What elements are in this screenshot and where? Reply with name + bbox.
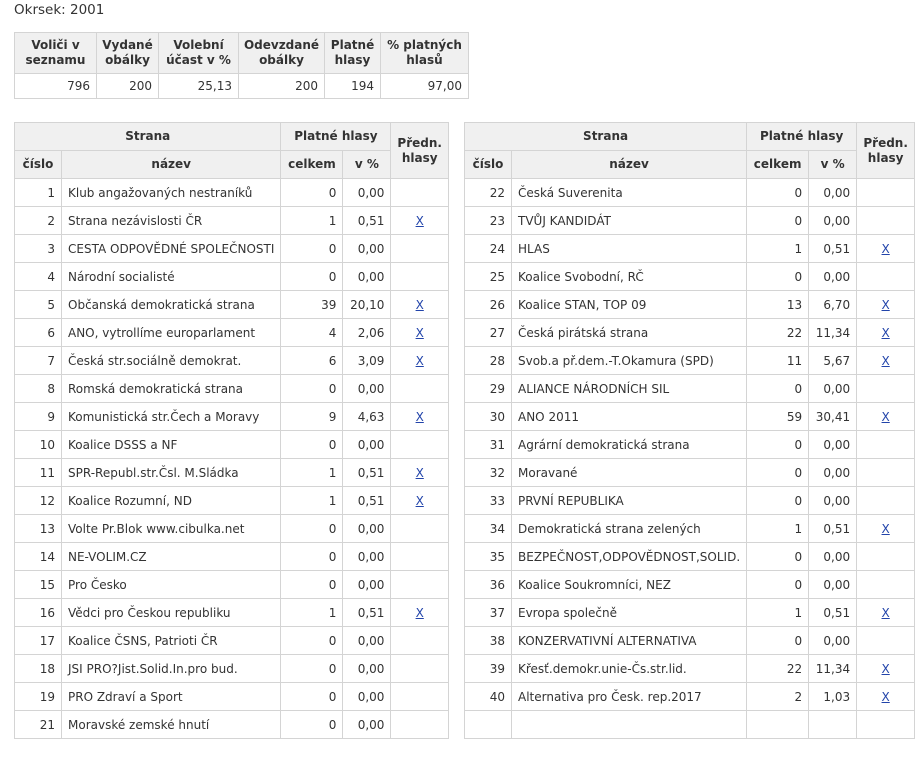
preferential-votes-cell — [391, 487, 449, 515]
table-row — [15, 291, 449, 319]
party-name: PRO Zdraví a Sport — [62, 683, 281, 711]
table-row — [15, 683, 449, 711]
party-votes-total: 13 — [747, 291, 809, 319]
preferential-votes-cell — [391, 375, 449, 403]
table-row — [465, 683, 915, 711]
party-votes-total: 0 — [281, 235, 343, 263]
table-row — [465, 319, 915, 347]
party-votes-total: 22 — [747, 655, 809, 683]
party-number: 40 — [465, 683, 512, 711]
table-row — [465, 179, 915, 207]
preferential-votes-cell — [857, 683, 915, 711]
summary-row — [15, 74, 469, 99]
party-votes-total: 1 — [747, 599, 809, 627]
value-vydane-obalky: 200 — [97, 74, 159, 99]
party-number: 22 — [465, 179, 512, 207]
preferential-votes-link[interactable]: X — [415, 213, 424, 228]
table-row — [465, 235, 915, 263]
party-name: Alternativa pro Česk. rep.2017 — [512, 683, 747, 711]
header-strana: Strana — [465, 123, 747, 151]
header-strana: Strana — [15, 123, 281, 151]
party-votes-percent: 0,00 — [343, 711, 391, 739]
preferential-votes-cell — [857, 599, 915, 627]
header-procent-platnych: % platných hlasů — [381, 33, 469, 74]
party-votes-percent: 0,51 — [809, 235, 857, 263]
party-votes-total: 0 — [747, 487, 809, 515]
header-cislo: číslo — [15, 151, 62, 179]
party-number: 3 — [15, 235, 62, 263]
party-votes-total: 6 — [281, 347, 343, 375]
table-row — [15, 711, 449, 739]
party-name: Komunistická str.Čech a Moravy — [62, 403, 281, 431]
preferential-votes-link[interactable]: X — [415, 493, 424, 508]
party-votes-percent: 0,51 — [809, 599, 857, 627]
party-number: 2 — [15, 207, 62, 235]
preferential-votes-cell — [391, 235, 449, 263]
preferential-votes-cell — [391, 683, 449, 711]
party-name: Romská demokratická strana — [62, 375, 281, 403]
party-votes-percent: 0,00 — [343, 627, 391, 655]
party-table-right — [464, 122, 915, 739]
party-number: 23 — [465, 207, 512, 235]
preferential-votes-link[interactable]: X — [415, 325, 424, 340]
party-number: 18 — [15, 655, 62, 683]
table-row — [465, 711, 915, 739]
header-volici: Voliči v seznamu — [15, 33, 97, 74]
party-name: HLAS — [512, 235, 747, 263]
value-volebni-ucast: 25,13 — [159, 74, 239, 99]
party-number: 13 — [15, 515, 62, 543]
table-row — [465, 599, 915, 627]
party-votes-percent: 0,00 — [343, 235, 391, 263]
party-number: 6 — [15, 319, 62, 347]
party-number: 32 — [465, 459, 512, 487]
preferential-votes-cell — [857, 571, 915, 599]
party-name: Národní socialisté — [62, 263, 281, 291]
preferential-votes-link[interactable]: X — [881, 325, 890, 340]
party-votes-total: 1 — [281, 599, 343, 627]
preferential-votes-link[interactable]: X — [881, 353, 890, 368]
value-platne-hlasy: 194 — [325, 74, 381, 99]
preferential-votes-cell — [391, 543, 449, 571]
party-number: 16 — [15, 599, 62, 627]
preferential-votes-cell — [857, 319, 915, 347]
table-row — [15, 263, 449, 291]
party-name: Koalice DSSS a NF — [62, 431, 281, 459]
party-votes-total: 1 — [747, 515, 809, 543]
party-votes-percent: 0,00 — [343, 655, 391, 683]
party-number: 19 — [15, 683, 62, 711]
party-name: Svob.a př.dem.-T.Okamura (SPD) — [512, 347, 747, 375]
party-name: ANO 2011 — [512, 403, 747, 431]
table-row — [465, 487, 915, 515]
party-number: 14 — [15, 543, 62, 571]
preferential-votes-cell — [857, 263, 915, 291]
party-table-left — [14, 122, 449, 739]
party-votes-total: 0 — [747, 179, 809, 207]
header-odevzdane-obalky: Odevzdané obálky — [239, 33, 325, 74]
party-name: JSI PRO?Jist.Solid.In.pro bud. — [62, 655, 281, 683]
party-number: 39 — [465, 655, 512, 683]
table-row — [15, 655, 449, 683]
preferential-votes-cell — [857, 347, 915, 375]
party-votes-percent: 0,00 — [809, 543, 857, 571]
party-number — [465, 711, 512, 739]
preferential-votes-link[interactable]: X — [415, 409, 424, 424]
party-votes-percent: 0,00 — [809, 375, 857, 403]
party-number: 35 — [465, 543, 512, 571]
table-row — [15, 207, 449, 235]
party-votes-total: 0 — [747, 431, 809, 459]
party-name: Evropa společně — [512, 599, 747, 627]
party-votes-percent: 0,00 — [809, 487, 857, 515]
table-row — [465, 291, 915, 319]
summary-table — [14, 32, 469, 99]
party-votes-total: 2 — [747, 683, 809, 711]
party-votes-total: 0 — [281, 711, 343, 739]
preferential-votes-link[interactable]: X — [881, 241, 890, 256]
table-row — [15, 515, 449, 543]
party-name: BEZPEČNOST,ODPOVĚDNOST,SOLID. — [512, 543, 747, 571]
preferential-votes-cell — [857, 235, 915, 263]
party-votes-percent: 0,00 — [809, 263, 857, 291]
header-platne-hlasy: Platné hlasy — [281, 123, 391, 151]
preferential-votes-cell — [857, 543, 915, 571]
table-row — [465, 207, 915, 235]
party-name: SPR-Republ.str.Čsl. M.Sládka — [62, 459, 281, 487]
preferential-votes-cell — [857, 459, 915, 487]
party-votes-percent: 0,00 — [343, 683, 391, 711]
header-predn-hlasy: Předn. hlasy — [857, 123, 915, 179]
party-votes-percent: 11,34 — [809, 655, 857, 683]
preferential-votes-link[interactable]: X — [415, 465, 424, 480]
party-votes-percent: 0,00 — [809, 459, 857, 487]
table-row — [465, 655, 915, 683]
table-row — [465, 571, 915, 599]
party-number: 9 — [15, 403, 62, 431]
party-votes-total: 0 — [747, 627, 809, 655]
table-row — [15, 403, 449, 431]
preferential-votes-cell — [857, 375, 915, 403]
header-v-procentech: v % — [809, 151, 857, 179]
value-odevzdane-obalky: 200 — [239, 74, 325, 99]
party-votes-total: 0 — [747, 543, 809, 571]
party-votes-percent: 5,67 — [809, 347, 857, 375]
party-votes-percent: 0,51 — [343, 487, 391, 515]
party-votes-total: 59 — [747, 403, 809, 431]
party-votes-percent: 0,00 — [343, 179, 391, 207]
party-number: 27 — [465, 319, 512, 347]
preferential-votes-cell — [391, 431, 449, 459]
preferential-votes-cell — [391, 263, 449, 291]
party-number: 31 — [465, 431, 512, 459]
preferential-votes-cell — [857, 515, 915, 543]
party-name: ALIANCE NÁRODNÍCH SIL — [512, 375, 747, 403]
party-votes-total: 1 — [281, 207, 343, 235]
party-votes-total: 0 — [281, 683, 343, 711]
preferential-votes-link[interactable]: X — [881, 297, 890, 312]
party-votes-percent: 2,06 — [343, 319, 391, 347]
party-votes-percent: 1,03 — [809, 683, 857, 711]
party-votes-total: 0 — [281, 655, 343, 683]
preferential-votes-cell — [391, 627, 449, 655]
preferential-votes-cell — [857, 487, 915, 515]
party-votes-total: 22 — [747, 319, 809, 347]
party-number: 30 — [465, 403, 512, 431]
party-name: Strana nezávislosti ČR — [62, 207, 281, 235]
preferential-votes-cell — [391, 179, 449, 207]
party-votes-total: 0 — [747, 459, 809, 487]
preferential-votes-cell — [857, 179, 915, 207]
party-votes-total: 0 — [281, 179, 343, 207]
header-v-procentech: v % — [343, 151, 391, 179]
party-number: 8 — [15, 375, 62, 403]
preferential-votes-link[interactable]: X — [415, 353, 424, 368]
party-name: Moravané — [512, 459, 747, 487]
party-votes-total: 0 — [281, 431, 343, 459]
preferential-votes-link[interactable]: X — [415, 605, 424, 620]
party-votes-total: 0 — [281, 263, 343, 291]
party-votes-percent: 0,00 — [809, 207, 857, 235]
party-votes-percent: 0,00 — [809, 431, 857, 459]
party-votes-total: 4 — [281, 319, 343, 347]
header-vydane-obalky: Vydané obálky — [97, 33, 159, 74]
party-number: 5 — [15, 291, 62, 319]
table-row — [465, 403, 915, 431]
preferential-votes-link[interactable]: X — [415, 297, 424, 312]
preferential-votes-link[interactable]: X — [881, 661, 890, 676]
table-row — [15, 319, 449, 347]
party-votes-total: 1 — [747, 235, 809, 263]
table-row — [15, 459, 449, 487]
header-volebni-ucast: Volební účast v % — [159, 33, 239, 74]
table-row — [465, 627, 915, 655]
party-votes-percent — [809, 711, 857, 739]
party-number: 34 — [465, 515, 512, 543]
party-votes-percent: 0,00 — [343, 571, 391, 599]
party-number: 21 — [15, 711, 62, 739]
preferential-votes-cell — [857, 431, 915, 459]
party-number: 12 — [15, 487, 62, 515]
party-name: Koalice Svobodní, RČ — [512, 263, 747, 291]
party-name: Volte Pr.Blok www.cibulka.net — [62, 515, 281, 543]
party-votes-percent: 0,51 — [343, 459, 391, 487]
party-number: 36 — [465, 571, 512, 599]
table-row — [465, 263, 915, 291]
party-number: 1 — [15, 179, 62, 207]
preferential-votes-link[interactable]: X — [881, 605, 890, 620]
party-number: 4 — [15, 263, 62, 291]
preferential-votes-cell — [857, 655, 915, 683]
party-votes-total: 0 — [281, 571, 343, 599]
table-row — [465, 459, 915, 487]
party-votes-percent: 30,41 — [809, 403, 857, 431]
party-votes-total: 0 — [747, 375, 809, 403]
table-row — [15, 487, 449, 515]
party-name: PRVNÍ REPUBLIKA — [512, 487, 747, 515]
party-votes-percent: 0,00 — [809, 627, 857, 655]
preferential-votes-link[interactable]: X — [881, 521, 890, 536]
header-platne-hlasy: Platné hlasy — [747, 123, 857, 151]
party-name: Občanská demokratická strana — [62, 291, 281, 319]
party-number: 37 — [465, 599, 512, 627]
preferential-votes-cell — [857, 291, 915, 319]
party-votes-total: 11 — [747, 347, 809, 375]
party-votes-percent: 0,00 — [343, 431, 391, 459]
preferential-votes-cell — [391, 319, 449, 347]
header-platne-hlasy: Platné hlasy — [325, 33, 381, 74]
party-votes-percent: 0,00 — [343, 543, 391, 571]
header-cislo: číslo — [465, 151, 512, 179]
party-number: 15 — [15, 571, 62, 599]
preferential-votes-cell — [391, 291, 449, 319]
table-row — [15, 431, 449, 459]
party-name — [512, 711, 747, 739]
header-predn-hlasy: Předn. hlasy — [391, 123, 449, 179]
party-name: Koalice Soukromníci, NEZ — [512, 571, 747, 599]
party-name: Koalice Rozumní, ND — [62, 487, 281, 515]
party-votes-percent: 11,34 — [809, 319, 857, 347]
party-name: Vědci pro Českou republiku — [62, 599, 281, 627]
party-name: CESTA ODPOVĚDNÉ SPOLEČNOSTI — [62, 235, 281, 263]
preferential-votes-link[interactable]: X — [881, 409, 890, 424]
table-row — [465, 543, 915, 571]
party-number: 24 — [465, 235, 512, 263]
preferential-votes-cell — [857, 627, 915, 655]
party-name: Klub angažovaných nestraníků — [62, 179, 281, 207]
party-votes-percent: 0,51 — [809, 515, 857, 543]
party-name: Agrární demokratická strana — [512, 431, 747, 459]
table-row — [465, 375, 915, 403]
page-title: Okrsek: 2001 — [14, 2, 105, 18]
preferential-votes-cell — [391, 515, 449, 543]
table-row — [15, 347, 449, 375]
preferential-votes-cell — [391, 459, 449, 487]
party-votes-percent: 6,70 — [809, 291, 857, 319]
party-name: Demokratická strana zelených — [512, 515, 747, 543]
party-votes-percent: 0,00 — [343, 375, 391, 403]
preferential-votes-cell — [391, 403, 449, 431]
party-votes-total — [747, 711, 809, 739]
preferential-votes-cell — [391, 571, 449, 599]
value-procent-platnych: 97,00 — [381, 74, 469, 99]
table-row — [15, 179, 449, 207]
party-name: Česká pirátská strana — [512, 319, 747, 347]
preferential-votes-link[interactable]: X — [881, 689, 890, 704]
table-row — [465, 431, 915, 459]
party-name: Křesť.demokr.unie-Čs.str.lid. — [512, 655, 747, 683]
party-name: Koalice STAN, TOP 09 — [512, 291, 747, 319]
party-name: Koalice ČSNS, Patrioti ČR — [62, 627, 281, 655]
party-votes-total: 0 — [281, 543, 343, 571]
preferential-votes-cell — [391, 599, 449, 627]
table-row — [15, 235, 449, 263]
party-votes-percent: 0,00 — [809, 179, 857, 207]
party-votes-percent: 0,00 — [343, 263, 391, 291]
header-celkem: celkem — [747, 151, 809, 179]
party-name: Česká Suverenita — [512, 179, 747, 207]
party-votes-percent: 3,09 — [343, 347, 391, 375]
party-name: TVŮJ KANDIDÁT — [512, 207, 747, 235]
preferential-votes-cell — [391, 347, 449, 375]
party-votes-total: 0 — [281, 515, 343, 543]
preferential-votes-cell — [391, 207, 449, 235]
party-number: 28 — [465, 347, 512, 375]
table-row — [465, 347, 915, 375]
party-name: Moravské zemské hnutí — [62, 711, 281, 739]
party-votes-total: 0 — [747, 207, 809, 235]
party-votes-percent: 0,51 — [343, 207, 391, 235]
preferential-votes-cell — [857, 711, 915, 739]
party-name: ANO, vytrollíme europarlament — [62, 319, 281, 347]
table-row — [15, 599, 449, 627]
party-votes-total: 39 — [281, 291, 343, 319]
party-name: KONZERVATIVNÍ ALTERNATIVA — [512, 627, 747, 655]
table-row — [465, 515, 915, 543]
party-name: Pro Česko — [62, 571, 281, 599]
party-number: 11 — [15, 459, 62, 487]
header-celkem: celkem — [281, 151, 343, 179]
preferential-votes-cell — [391, 711, 449, 739]
party-number: 26 — [465, 291, 512, 319]
party-votes-percent: 4,63 — [343, 403, 391, 431]
preferential-votes-cell — [857, 207, 915, 235]
party-votes-total: 1 — [281, 487, 343, 515]
party-votes-percent: 20,10 — [343, 291, 391, 319]
party-votes-total: 1 — [281, 459, 343, 487]
party-votes-total: 0 — [747, 263, 809, 291]
party-number: 38 — [465, 627, 512, 655]
party-number: 33 — [465, 487, 512, 515]
header-nazev: název — [62, 151, 281, 179]
party-votes-total: 0 — [747, 571, 809, 599]
party-number: 25 — [465, 263, 512, 291]
party-number: 29 — [465, 375, 512, 403]
party-votes-percent: 0,51 — [343, 599, 391, 627]
party-votes-total: 0 — [281, 627, 343, 655]
party-votes-total: 9 — [281, 403, 343, 431]
preferential-votes-cell — [391, 655, 449, 683]
party-number: 17 — [15, 627, 62, 655]
party-number: 10 — [15, 431, 62, 459]
table-row — [15, 627, 449, 655]
party-name: Česká str.sociálně demokrat. — [62, 347, 281, 375]
party-votes-total: 0 — [281, 375, 343, 403]
value-volici: 796 — [15, 74, 97, 99]
table-row — [15, 571, 449, 599]
party-number: 7 — [15, 347, 62, 375]
table-row — [15, 543, 449, 571]
header-nazev: název — [512, 151, 747, 179]
preferential-votes-cell — [857, 403, 915, 431]
party-name: NE-VOLIM.CZ — [62, 543, 281, 571]
table-row — [15, 375, 449, 403]
party-votes-percent: 0,00 — [343, 515, 391, 543]
party-votes-percent: 0,00 — [809, 571, 857, 599]
